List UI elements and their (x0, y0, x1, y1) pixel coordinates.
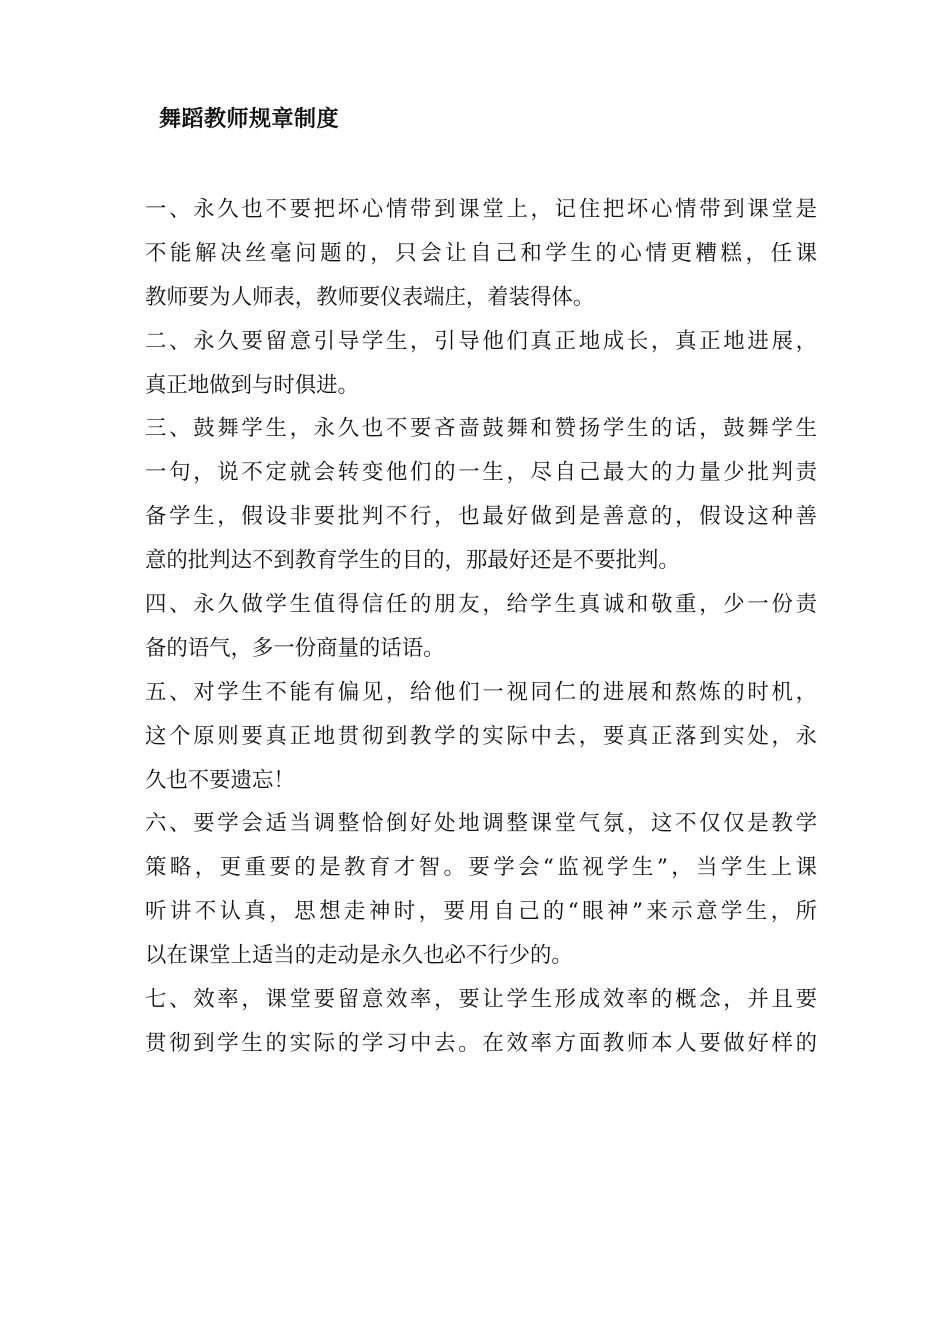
text-line: 这个原则要真正地贯彻到教学的实际中去，要真正落到实处，永 (145, 723, 817, 749)
text-line: 备的语气，多一份商量的话语。 (145, 635, 445, 661)
paragraph-4 (145, 583, 817, 671)
text-line: 二、永久要留意引导学生，引导他们真正地成长，真正地进展， (145, 328, 817, 354)
document-body (145, 188, 817, 1066)
paragraph-1 (145, 188, 817, 320)
text-line: 一句，说不定就会转变他们的一生，尽自己最大的力量少批判责 (145, 460, 817, 486)
text-line: 意的批判达不到教育学生的目的，那最好还是不要批判。 (145, 548, 680, 574)
text-line: 策略，更重要的是教育才智。要学会“监视学生”，当学生上课 (145, 855, 817, 881)
text-line: 七、效率，课堂要留意效率，要让学生形成效率的概念，并且要 (145, 987, 817, 1013)
text-line: 备学生，假设非要批判不行，也最好做到是善意的，假设这种善 (145, 504, 817, 530)
text-line: 四、永久做学生值得信任的朋友，给学生真诚和敬重，少一份责 (145, 592, 817, 618)
text-line: 三、鼓舞学生，永久也不要吝啬鼓舞和赞扬学生的话，鼓舞学生 (145, 416, 817, 442)
paragraph-6 (145, 802, 817, 978)
paragraph-3 (145, 407, 817, 583)
text-line: 一、永久也不要把坏心情带到课堂上，记住把坏心情带到课堂是 (145, 197, 817, 222)
document-title: 舞蹈教师规章制度 (159, 106, 340, 132)
text-line: 五、对学生不能有偏见，给他们一视同仁的进展和熬炼的时机， (145, 679, 817, 705)
paragraph-2 (145, 320, 817, 408)
text-line: 六、要学会适当调整恰倒好处地调整课堂气氛，这不仅仅是教学 (145, 811, 817, 837)
text-line: 以在课堂上适当的走动是永久也必不行少的。 (145, 943, 573, 969)
paragraph-7 (145, 978, 817, 1066)
text-line: 贯彻到学生的实际的学习中去。在效率方面教师本人要做好样的 (145, 1030, 817, 1056)
text-line: 久也不要遗忘！ (145, 767, 295, 793)
text-line: 听讲不认真，思想走神时，要用自己的“眼神”来示意学生，所 (145, 899, 817, 925)
text-line: 不能解决丝毫问题的，只会让自己和学生的心情更糟糕，任课 (145, 240, 817, 266)
text-line: 真正地做到与时俱进。 (145, 372, 359, 398)
text-line: 教师要为人师表，教师要仪表端庄，着装得体。 (145, 284, 595, 310)
paragraph-5 (145, 671, 817, 803)
